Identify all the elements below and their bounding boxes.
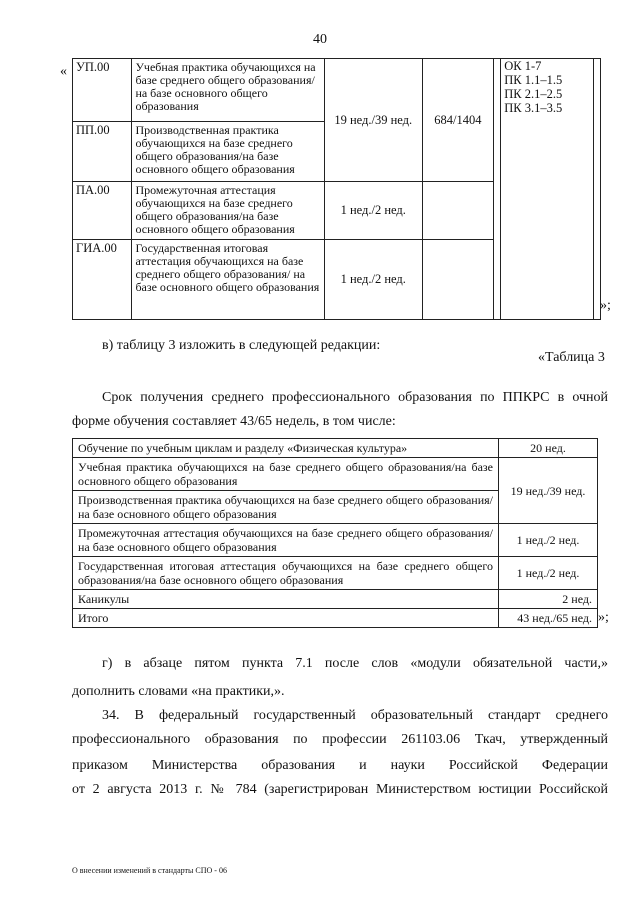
competency: ПК 1.1–1.5 xyxy=(504,73,563,87)
row-code: ГИА.00 xyxy=(73,240,132,320)
competency: ОК 1-7 xyxy=(504,59,542,73)
row-value: 43 нед./65 нед. xyxy=(499,609,598,628)
paragraph-34-line1: 34. В федеральный государственный образовательный стандарт среднего xyxy=(102,708,608,723)
hours-cell xyxy=(422,240,494,320)
row-code: ПП.00 xyxy=(73,122,132,182)
footer-note: О внесении изменений в стандарты СПО - 06 xyxy=(72,866,227,875)
paragraph-srok-line2: форме обучения составляет 43/65 недель, в том числе: xyxy=(72,414,396,429)
table-end-mark: »; xyxy=(600,298,611,313)
curriculum-table xyxy=(72,58,601,320)
table-row xyxy=(73,609,598,628)
row-value: 20 нед. xyxy=(499,439,598,458)
competency: ПК 3.1–3.5 xyxy=(504,101,563,115)
row-description: Промежуточная аттестация обучающихся на базе среднего общего образования/на базе основного общего образования xyxy=(132,182,324,240)
row-label: Обучение по учебным циклам и разделу «Физическая культура» xyxy=(73,439,499,458)
row-description: Государственная итоговая аттестация обучающихся на базе среднего общего образования/ на базе основного общего образования xyxy=(132,240,324,320)
row-description: Учебная практика обучающихся на базе среднего общего образования/на базе основного общего образования xyxy=(132,59,324,122)
table-row xyxy=(73,439,598,458)
table-row xyxy=(73,590,598,609)
table-row xyxy=(73,524,598,557)
row-label: Производственная практика обучающихся на базе среднего общего образования/на базе основного общего образования xyxy=(73,491,499,524)
duration-table xyxy=(72,438,598,628)
hours-cell xyxy=(422,182,494,240)
row-value: 19 нед./39 нед. xyxy=(499,458,598,524)
weeks-cell: 1 нед./2 нед. xyxy=(324,240,422,320)
row-code: УП.00 xyxy=(73,59,132,122)
hours-cell: 684/1404 xyxy=(422,59,494,182)
row-value: 1 нед./2 нед. xyxy=(499,524,598,557)
competency: ПК 2.1–2.5 xyxy=(504,87,563,101)
table-end-mark: »; xyxy=(598,610,609,625)
quote-open: « xyxy=(60,64,67,79)
paragraph-34-line2: профессионального образования по профессии 261103.06 Ткач, утвержденный xyxy=(72,732,608,747)
competencies-cell xyxy=(501,59,594,320)
table-row xyxy=(73,458,598,491)
paragraph-g-line1: г) в абзаце пятом пункта 7.1 после слов «модули обязательной части,» xyxy=(102,656,608,671)
table-row xyxy=(73,557,598,590)
empty-cell xyxy=(494,59,501,320)
row-label: Промежуточная аттестация обучающихся на базе среднего общего образования/на базе основного общего образования xyxy=(73,524,499,557)
weeks-cell: 19 нед./39 нед. xyxy=(324,59,422,182)
row-code: ПА.00 xyxy=(73,182,132,240)
table-label: «Таблица 3 xyxy=(538,350,605,365)
row-label: Каникулы xyxy=(73,590,499,609)
empty-cell xyxy=(593,59,600,320)
paragraph-srok-line1: Срок получения среднего профессионального образования по ППКРС в очной xyxy=(102,390,608,405)
paragraph-34-line3: приказом Министерства образования и науки Российской Федерации xyxy=(72,758,608,773)
weeks-cell: 1 нед./2 нед. xyxy=(324,182,422,240)
row-label: Итого xyxy=(73,609,499,628)
page-number: 40 xyxy=(313,32,327,47)
row-label: Государственная итоговая аттестация обучающихся на базе среднего общего образования/на базе основного общего образования xyxy=(73,557,499,590)
row-value: 1 нед./2 нед. xyxy=(499,557,598,590)
paragraph-34-line4: от 2 августа 2013 г. № 784 (зарегистрирован Министерством юстиции Российской xyxy=(72,782,608,797)
row-description: Производственная практика обучающихся на базе среднего общего образования/на базе основного общего образования xyxy=(132,122,324,182)
paragraph-v: в) таблицу 3 изложить в следующей редакции: xyxy=(102,338,381,353)
row-value: 2 нед. xyxy=(499,590,598,609)
row-label: Учебная практика обучающихся на базе среднего общего образования/на базе основного общего образования xyxy=(73,458,499,491)
paragraph-g-line2: дополнить словами «на практики,». xyxy=(72,684,285,699)
table-row xyxy=(73,59,601,122)
